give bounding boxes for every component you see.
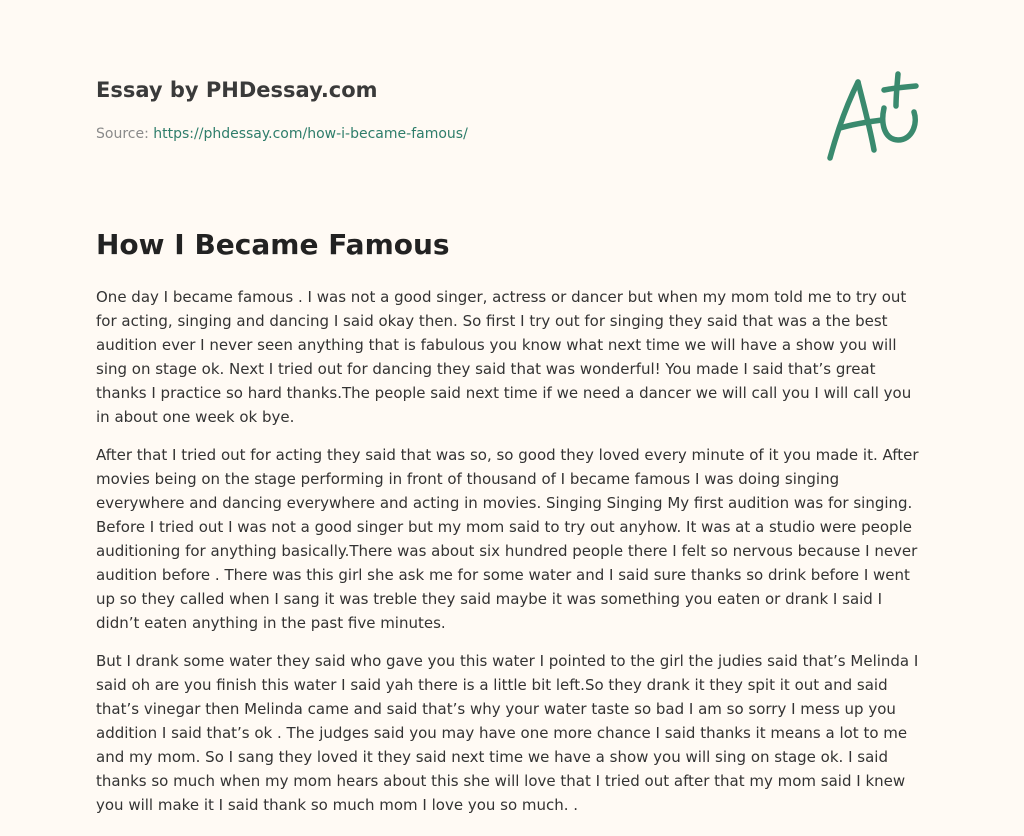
essay-body bbox=[96, 285, 928, 831]
page-header bbox=[96, 76, 796, 144]
essay-paragraph-2: After that I tried out for acting they said that was so, so good they loved every minute of it you made it. After movies being on the stage performing in front of thousand of I became famous I was doing singing everywhere and dancing everywhere and acting in movies. Singing Singing My first audition was for singing. Before I tried out I was not a good singer but my mom said to try out anyhow. It was at a studio were people auditioning for anything basically.There was about six hundred people there I felt so nervous because I never audition before . There was this girl she ask me for some water and I said sure thanks so drink before I went up so they called when I sang it was treble they said maybe it was something you eaten or drank I said I didn’t eaten anything in the past five minutes. bbox=[96, 446, 919, 632]
source-label: Source: bbox=[96, 126, 149, 142]
essay-paragraph-3: But I drank some water they said who gave you this water I pointed to the girl the judies said that’s Melinda I said oh are you finish this water I said yah there is a little bit left.So they drank it they spit it out and said that’s vinegar then Melinda came and said that’s why your water taste so bad I am so sorry I mess up you addition I said that’s ok . The judges said you may have one more chance I said thanks it means a lot to me and my mom. So I sang they loved it they said next time we have a show you will sing on stage ok. I said thanks so much when my mom hears about this she will love that I tried out after that my mom said I knew you will make it I said thank so much mom I love you so much. . bbox=[96, 652, 919, 814]
site-title: Essay by PHDessay.com bbox=[96, 78, 378, 102]
source-link[interactable]: https://phdessay.com/how-i-became-famous/ bbox=[153, 126, 468, 142]
essay-paragraph-1: One day I became famous . I was not a good singer, actress or dancer but when my mom told me to try out for acting, singing and dancing I said okay then. So first I try out for singing they said that was a the best audition ever I never seen anything that is fabulous you know what next time we will have a show you will sing on stage ok. Next I tried out for dancing they said that was wonderful! You made I said that’s great thanks I practice so hard thanks.The people said next time if we need a dancer we will call you I will call you in about one week ok bye. bbox=[96, 288, 912, 426]
a-plus-grade-logo-icon bbox=[820, 66, 930, 166]
essay-title: How I Became Famous bbox=[96, 228, 450, 261]
source-line bbox=[96, 124, 796, 144]
